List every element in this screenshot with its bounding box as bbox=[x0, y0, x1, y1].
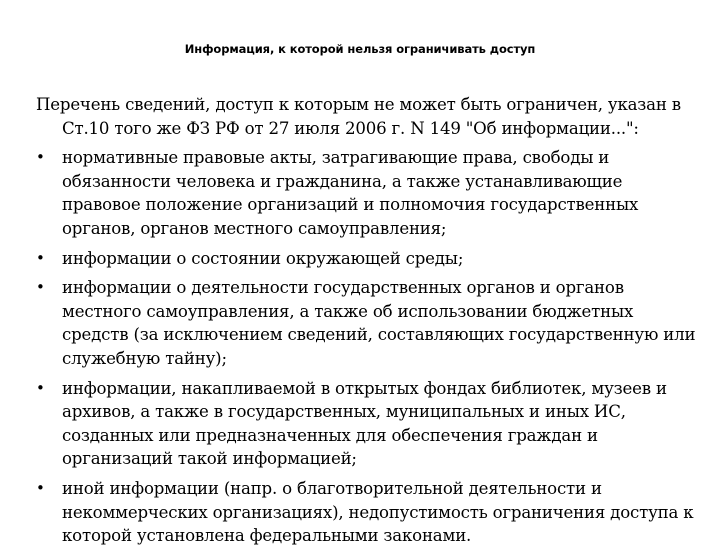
slide-body bbox=[36, 93, 700, 554]
list-item-text: иной информации (напр. о благотворительной деятельности и некоммерческих организациях), недопустимость ограничения доступа к которой установлена федеральными законами. bbox=[62, 478, 694, 546]
slide-title: Информация, к которой нельзя ограничивать доступ bbox=[184, 42, 536, 56]
list-item bbox=[36, 146, 700, 240]
bullet-icon: • bbox=[36, 478, 45, 497]
bullet-icon: • bbox=[36, 148, 45, 167]
list-item bbox=[36, 477, 700, 548]
list-item bbox=[36, 276, 700, 370]
list-item-text: информации о состоянии окружающей среды; bbox=[62, 248, 464, 268]
intro-paragraph: Перечень сведений, доступ к которым не может быть ограничен, указан в Ст.10 того же ФЗ РФ от 27 июля 2006 г. N 149 "Об информации...": bbox=[36, 95, 681, 138]
list-item-text: информации о деятельности государственных органов и органов местного самоуправления, а также об использовании бюджетных средств (за исключением сведений, составляющих государственную или служебную тайну); bbox=[62, 278, 696, 368]
list-item-text: нормативные правовые акты, затрагивающие права, свободы и обязанности человека и гражданина, а также устанавливающие правовое положение организаций и полномочия государственных органов, органов местного самоуправления; bbox=[62, 148, 639, 238]
bullet-icon: • bbox=[36, 378, 45, 397]
list-item bbox=[36, 377, 700, 471]
list-item bbox=[36, 247, 700, 271]
bullet-list bbox=[36, 146, 700, 548]
list-item-text: информации, накапливаемой в открытых фондах библиотек, музеев и архивов, а также в государственных, муниципальных и иных ИС, созданных или предназначенных для обеспечения граждан и организаций такой информацией; bbox=[62, 378, 667, 469]
bullet-icon: • bbox=[36, 248, 45, 267]
bullet-icon: • bbox=[36, 278, 45, 297]
